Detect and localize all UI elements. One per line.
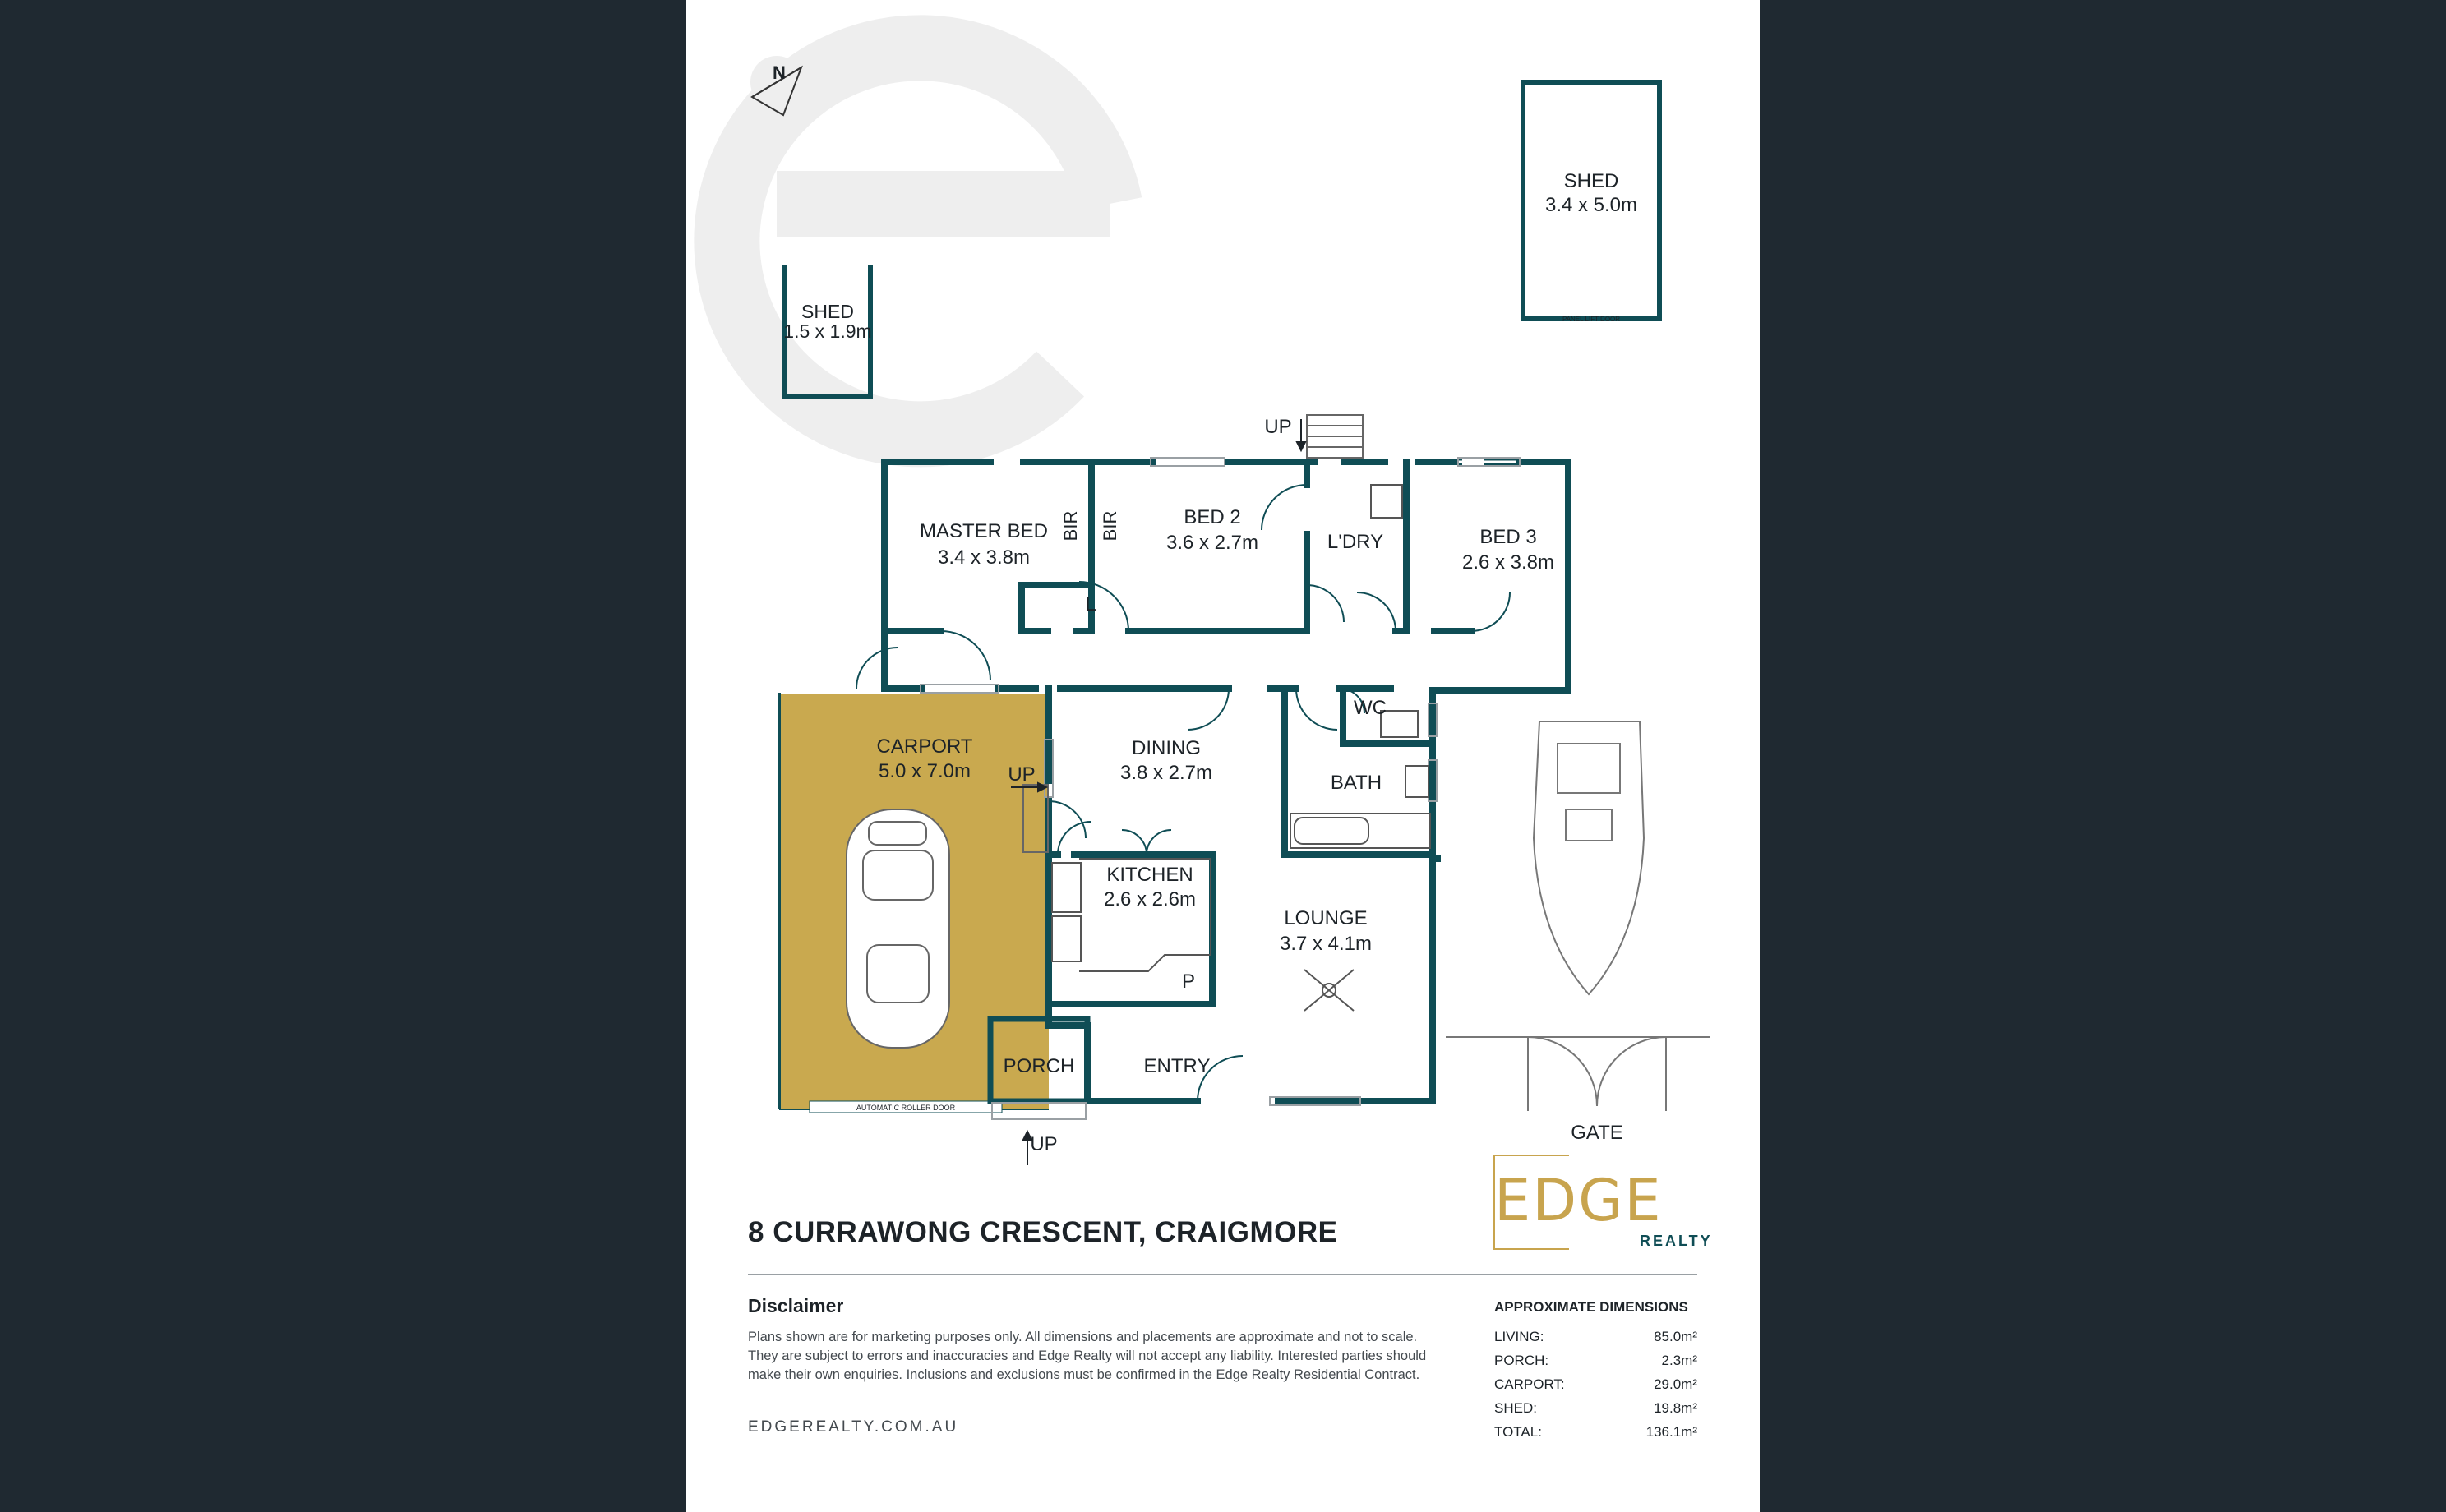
up-label-carport: UP [1008, 763, 1036, 786]
pantry-name: P [1181, 970, 1196, 993]
master-bed-dims: 3.4 x 3.8m [937, 546, 1031, 569]
up-label-porch: UP [1030, 1133, 1058, 1155]
linen-name: L [1085, 593, 1096, 615]
wc-name: WC [1354, 697, 1387, 719]
car-icon [847, 809, 949, 1048]
floor-plan [686, 0, 1760, 1208]
dimension-label: SHED: [1494, 1400, 1537, 1416]
boat-outline [1534, 721, 1644, 994]
property-address: 8 CURRAWONG CRESCENT, CRAIGMORE [748, 1216, 1338, 1248]
dimension-label: TOTAL: [1494, 1424, 1542, 1440]
dining-dims: 3.8 x 2.7m [1119, 762, 1213, 784]
dimension-value: 136.1m² [1645, 1424, 1697, 1440]
disclaimer-line: make their own enquiries. Inclusions and exclusions must be confirmed in the Edge Realty Residential Contract. [748, 1367, 1420, 1382]
bir-label-master: BIR [1060, 510, 1081, 542]
bed3-dims: 2.6 x 3.8m [1461, 551, 1555, 574]
small-shed-name: SHED [801, 301, 854, 322]
bed2-name: BED 2 [1184, 506, 1241, 528]
large-shed-name: SHED [1563, 170, 1619, 192]
roller-door-label: AUTOMATIC ROLLER DOOR [856, 1104, 956, 1112]
dimension-label: LIVING: [1494, 1329, 1544, 1344]
bir-label-bed2: BIR [1100, 510, 1120, 542]
disclaimer-line: Plans shown are for marketing purposes only. All dimensions and placements are approximate and not to scale. [748, 1330, 1418, 1344]
dimension-value: 29.0m² [1654, 1376, 1697, 1392]
dimension-label: PORCH: [1494, 1353, 1549, 1368]
up-label-back: UP [1264, 416, 1292, 438]
gate [1446, 1037, 1710, 1111]
divider [748, 1274, 1697, 1275]
floor-plan-sheet [686, 0, 1760, 1512]
dining-name: DINING [1132, 737, 1201, 759]
bed2-dims: 3.6 x 2.7m [1165, 532, 1259, 554]
porch-name: PORCH [1003, 1055, 1075, 1077]
brand-name: EDGE [1494, 1167, 1663, 1234]
brand-sub: REALTY [1640, 1233, 1713, 1249]
dimension-label: CARPORT: [1494, 1376, 1565, 1392]
gate-name: GATE [1571, 1122, 1623, 1144]
panel-lift-door-label: PANEL LIFT DOOR [1562, 316, 1621, 323]
large-shed-dims: 3.4 x 5.0m [1544, 194, 1638, 216]
ceiling-fan-icon [1304, 970, 1354, 1011]
bath-name: BATH [1330, 772, 1382, 794]
dimension-value: 85.0m² [1654, 1329, 1697, 1344]
master-bed-name: MASTER BED [919, 520, 1049, 542]
disclaimer-line: They are subject to errors and inaccuracies and Edge Realty will not accept any liability. Interested parties should [748, 1348, 1427, 1363]
website-link[interactable]: EDGEREALTY.COM.AU [748, 1418, 959, 1436]
entry-name: ENTRY [1143, 1055, 1211, 1077]
carport-name: CARPORT [876, 735, 973, 758]
small-shed-dims: 1.5 x 1.9m [783, 320, 872, 342]
disclaimer-heading: Disclaimer [748, 1295, 844, 1316]
compass-label: N [773, 62, 786, 83]
bed3-name: BED 3 [1479, 526, 1537, 548]
lounge-dims: 3.7 x 4.1m [1279, 933, 1373, 955]
dimension-value: 19.8m² [1654, 1400, 1697, 1416]
kitchen-name: KITCHEN [1106, 864, 1193, 886]
lounge-name: LOUNGE [1284, 907, 1368, 929]
dimension-value: 2.3m² [1661, 1353, 1697, 1368]
dimensions-heading: APPROXIMATE DIMENSIONS [1494, 1299, 1688, 1315]
laundry-name: L'DRY [1327, 531, 1384, 553]
kitchen-dims: 2.6 x 2.6m [1103, 888, 1197, 910]
carport-dims: 5.0 x 7.0m [878, 760, 971, 782]
